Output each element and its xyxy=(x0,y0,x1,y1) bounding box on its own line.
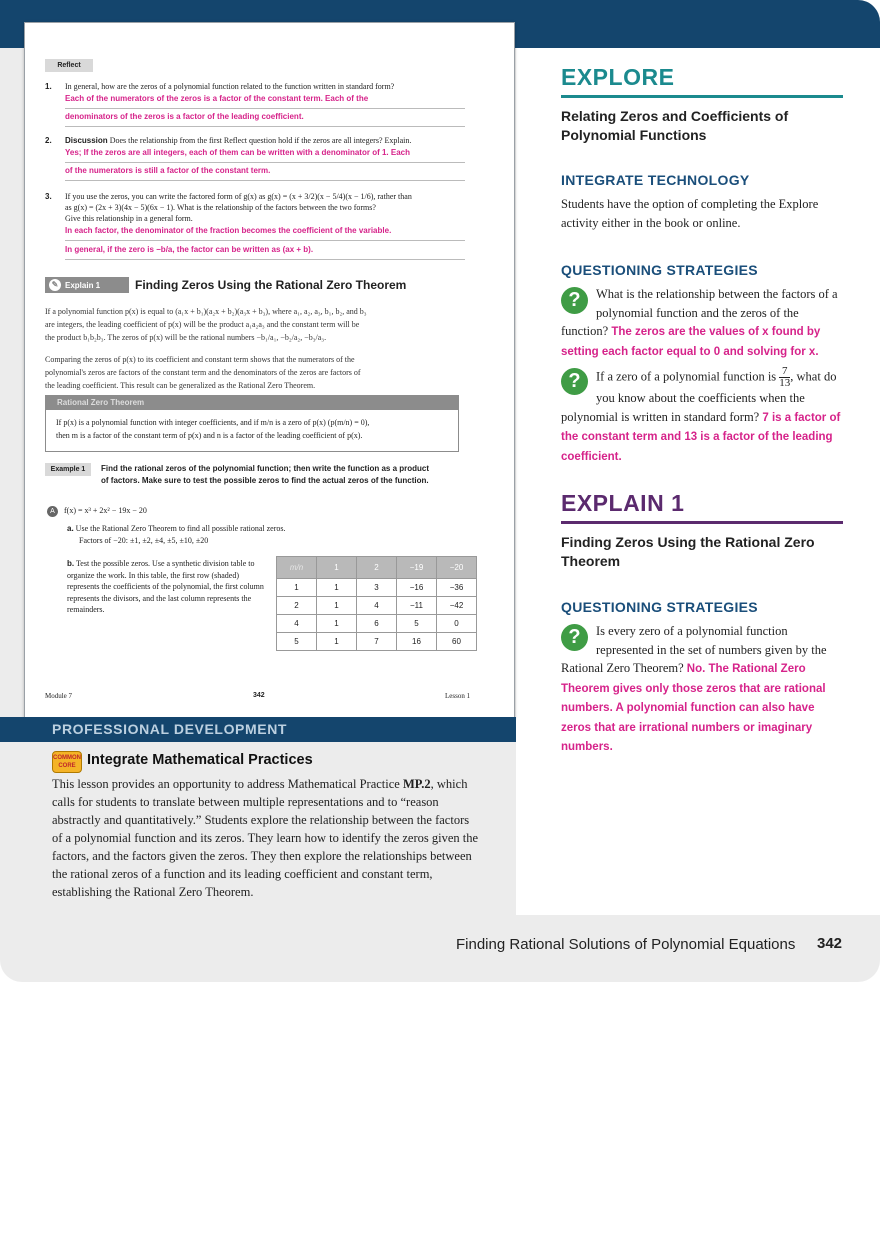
common-core-logo: COMMON CORE xyxy=(52,751,82,773)
footer-module: Module 7 xyxy=(45,692,73,700)
synthetic-division-table xyxy=(276,556,477,651)
example-1-tag: Example 1 xyxy=(45,463,91,476)
reflect-label: Reflect xyxy=(45,59,93,72)
integrate-technology-heading: INTEGRATE TECHNOLOGY xyxy=(561,172,750,188)
explain-1-heading: EXPLAIN 1 xyxy=(561,490,685,516)
footer-page-number: 342 xyxy=(253,692,265,699)
professional-development-text: This lesson provides an opportunity to address Mathematical Practice MP.2, which calls for students to translate between multiple representations and to “reason abstractly and quantitatively.” Students explore the relationship between the factors of a polynomial function and its zeros. They learn how to identify the zeros given the factors, and the factors given the zeros. They then explore the relationships between the rational zeros of a function and its leading coefficient and constant term, establishing the Rational Zero Theorem. xyxy=(52,777,479,899)
footer-page-number-main: 342 xyxy=(817,935,843,952)
integrate-technology-text: Students have the option of completing the Explore activity either in the book or online. xyxy=(561,197,819,230)
answer-2-line-2: of the numerators is still a factor of the constant term. xyxy=(65,163,465,181)
part-a-function: A f(x) = x³ + 2x² − 19x − 20 xyxy=(47,505,467,517)
questioning-strategies-heading: QUESTIONING STRATEGIES xyxy=(561,262,758,278)
question-3: ? Is every zero of a polynomial function represented in the set of numbers given by the Rational Zero Theorem? No. The Rational Zero Theorem gives only those zeros that are rational numbers. A polynomial function can also have zeros that are irrational numbers or imaginary numbers. xyxy=(561,624,827,753)
theorem-box: If p(x) is a polynomial function with integer coefficients, and if m/n is a zero of p(x) (p(m/n) = 0), then m is a factor of the constant term of p(x) and n is a factor of the leading coefficient of p(x). xyxy=(45,410,459,452)
explain-1-tag: ✎ Explain 1 xyxy=(45,277,129,293)
explain-1-title: Finding Zeros Using the Rational Zero Theorem xyxy=(135,278,407,292)
table-row: 2 1 4 −11 −42 xyxy=(277,597,477,615)
example-1-prompt: Find the rational zeros of the polynomial function; then write the function as a product of factors. Make sure to test the possible zeros to find the actual zeros of the function. xyxy=(101,464,430,485)
footer-lesson-title: Finding Rational Solutions of Polynomial Equations xyxy=(456,936,796,953)
sub-step-b: b. Test the possible zeros. Use a synthetic division table to organize the work. In this table, the first row (shaded) represents the coefficients of the polynomial, the first column represents the divisors, and the last column represents the remainders. xyxy=(67,559,264,614)
explore-heading: EXPLORE xyxy=(561,64,675,90)
explore-subtitle: Relating Zeros and Coefficients of Polynomial Functions xyxy=(561,108,789,143)
sub-step-a: a. Use the Rational Zero Theorem to find all possible rational zeros. Factors of −20: ±1, ±2, ±4, ±5, ±10, ±20 xyxy=(67,524,286,545)
footer-lesson: Lesson 1 xyxy=(445,692,471,700)
question-mark-icon: ? xyxy=(561,368,588,395)
question-1: ? What is the relationship between the factors of a polynomial function and the zeros of the function? The zeros are the values of x found by setting each factor equal to 0 and solving for x. xyxy=(561,287,838,358)
table-header-row: m/n 1 2 −19 −20 xyxy=(277,557,477,579)
answer-1-line-2: denominators of the zeros is a factor of the leading coefficient. xyxy=(65,109,465,127)
student-page-thumbnail xyxy=(24,22,515,718)
part-a-marker: A xyxy=(47,506,58,517)
answer-3-line-1: In each factor, the denominator of the fraction becomes the coefficient of the variable. xyxy=(65,223,465,241)
question-2: ? If a zero of a polynomial function is $\frac{7}{13}$ , what do you know about the coefficients when the polynomial is written in standard form? 7 is a factor of the constant term and 13 is a factor of the leading coefficient. xyxy=(561,365,841,463)
answer-3-line-2: In general, if the zero is −b/a, the factor can be written as (ax + b). xyxy=(65,242,465,260)
paragraph-2: Comparing the zeros of p(x) to its coefficient and constant term shows that the numerators of the polynomial's zeros are factors of the constant term and the denominators of the zeros are factors of the leading coefficient. This result can be generalized as the Rational Zero Theorem. xyxy=(45,355,361,390)
table-row: 4 1 6 5 0 xyxy=(277,615,477,633)
table-row: 5 1 7 16 60 xyxy=(277,633,477,651)
wrench-icon: ✎ xyxy=(49,279,61,291)
integrate-practices-title: Integrate Mathematical Practices xyxy=(87,752,313,768)
questioning-strategies-heading-2: QUESTIONING STRATEGIES xyxy=(561,599,758,615)
answer-2-line-1: Yes; If the zeros are all integers, each of them can be written with a denominator of 1. Each xyxy=(65,145,465,163)
theorem-header: Rational Zero Theorem xyxy=(45,395,459,410)
explore-rule xyxy=(561,95,843,98)
question-mark-icon: ? xyxy=(561,287,588,314)
explain-rule xyxy=(561,521,843,524)
explain-1-subtitle: Finding Zeros Using the Rational Zero Theorem xyxy=(561,534,815,569)
paragraph-1: If a polynomial function p(x) is equal to (a₁x + b₁)(a₂x + b₂)(a₃x + b₃), where a₁, a₂, a₃, b₁, b₂, and b₃ are integers, the leading coefficient of p(x) will be the product a₁a₂a₃ and the constant term will be the product b₁b₂b₃. The zeros of p(x) will be the rational numbers −b₁/a₁, −b₂/a₂, −b₃/a₃. xyxy=(45,307,367,342)
reflect-question-2: 2. Discussion Does the relationship from the first Reflect question hold if the zeros are all integers? Explain. xyxy=(45,136,412,145)
table-row: 1 1 3 −16 −36 xyxy=(277,579,477,597)
reflect-question-1: 1. In general, how are the zeros of a polynomial function related to the function written in standard form? xyxy=(45,82,395,91)
reflect-question-3: 3. If you use the zeros, you can write the factored form of g(x) as g(x) = (x + 3/2)(x − 5/4)(x − 1/6), rather than as g(x) = (2x + 3)(4x − 5)(6x − 1). What is the relationship of the factors between the two forms? Give this relationship in a general form. xyxy=(45,192,412,223)
answer-1-line-1: Each of the numerators of the zeros is a factor of the constant term. Each of the xyxy=(65,91,465,109)
question-mark-icon: ? xyxy=(561,624,588,651)
professional-development-band: PROFESSIONAL DEVELOPMENT xyxy=(0,717,516,742)
